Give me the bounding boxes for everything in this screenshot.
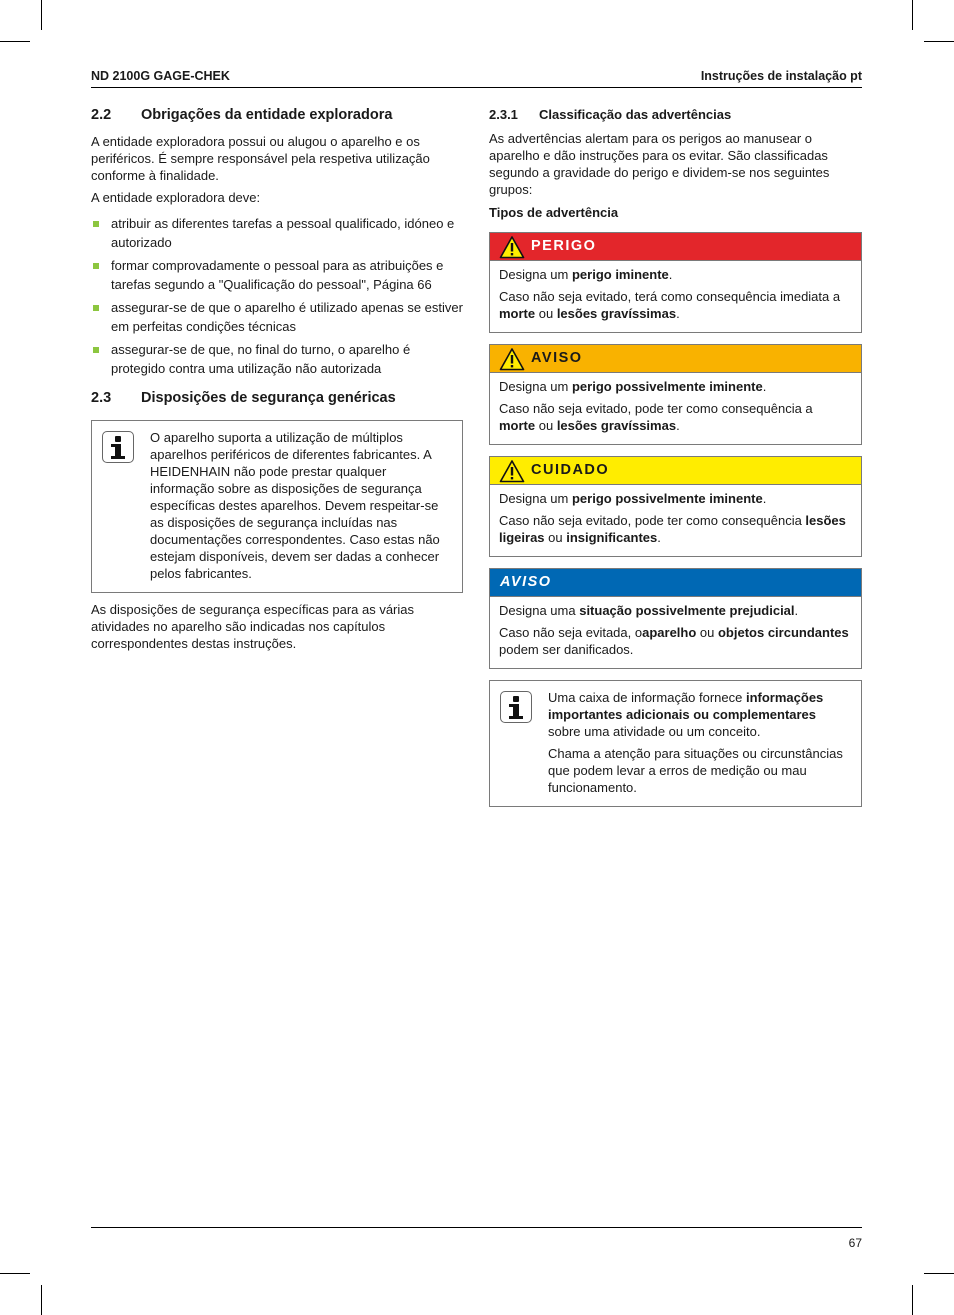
warning-header (490, 569, 861, 597)
warning-label: PERIGO (531, 238, 597, 254)
running-header (91, 69, 862, 88)
bullet-square-icon (93, 263, 99, 269)
left-column (91, 106, 463, 652)
info-text: Uma caixa de informação fornece informações importantes adicionais ou complementares sobre uma atividade ou um conceito. (548, 690, 824, 739)
warning-label: CUIDADO (531, 462, 610, 478)
list-item: formar comprovadamente o pessoal para as atribuições e tarefas segundo a "Qualificação do pessoal", Página 66 (91, 256, 463, 294)
info-box (489, 680, 862, 807)
warning-line-1: Designa um perigo possivelmente iminente. (499, 491, 767, 506)
info-box (91, 420, 463, 593)
warning-header (490, 457, 861, 485)
list-item: assegurar-se de que o aparelho é utilizado apenas se estiver em perfeitas condições técnicas (91, 298, 463, 336)
crop-mark (912, 0, 913, 30)
crop-mark (0, 1273, 30, 1274)
section-title: Classificação das advertências (539, 107, 732, 122)
info-icon (102, 431, 134, 463)
crop-mark (0, 41, 30, 42)
paragraph: A entidade exploradora possui ou alugou o aparelho e os periféricos. É sempre responsável pela respetiva utilização conforme à finalidade. (91, 134, 430, 183)
crop-mark (912, 1285, 913, 1315)
running-footer (91, 1227, 862, 1250)
warning-box-perigo (489, 232, 862, 333)
doc-type: Instruções de instalação pt (700, 69, 862, 83)
warning-header (490, 345, 861, 373)
warning-triangle-icon (499, 347, 525, 371)
warning-line-1: Designa um perigo possivelmente iminente. (499, 379, 767, 394)
info-text: O aparelho suporta a utilização de múltiplos aparelhos periféricos de diferentes fabricantes. A HEIDENHAIN não pode prestar qualquer informação sobre as disposições de segurança específicas destes aparelhos. Devem respeitar-se as disposições de segurança incluídas nas documentações correspondentes. Caso estas não estejam disponíveis, devem ser dadas a conhecer pelos fabricantes. (150, 430, 440, 581)
section-number: 2.3 (91, 390, 112, 406)
paragraph: As disposições de segurança específicas para as várias atividades no aparelho são indicadas nos capítulos correspondentes destas instruções. (91, 602, 415, 651)
section-number: 2.3.1 (489, 107, 518, 122)
section-2-3-1-heading (489, 106, 862, 124)
warning-list (489, 232, 862, 669)
warning-line-2: Caso não seja evitado, terá como consequência imediata a morte ou lesões gravíssimas. (499, 289, 841, 321)
bullet-square-icon (93, 221, 99, 227)
warning-label: AVISO (500, 574, 552, 590)
warning-line-2: Caso não seja evitado, pode ter como consequência lesões ligeiras ou insignificantes. (499, 513, 846, 545)
subheading: Tipos de advertência (489, 205, 619, 220)
info-icon (500, 691, 532, 723)
warning-label: AVISO (531, 350, 583, 366)
warning-header (490, 233, 861, 261)
doc-title: ND 2100G GAGE-CHEK (91, 69, 230, 83)
warning-line-2: Caso não seja evitado, pode ter como consequência a morte ou lesões gravíssimas. (499, 401, 813, 433)
section-2-3-heading (91, 389, 463, 407)
list-item: assegurar-se de que, no final do turno, o aparelho é protegido contra uma utilização não autorizada (91, 340, 463, 378)
section-2-2-heading (91, 106, 463, 124)
bullet-square-icon (93, 305, 99, 311)
section-title: Disposições de segurança genéricas (141, 390, 396, 406)
paragraph: As advertências alertam para os perigos ao manusear o aparelho e dão instruções para os evitar. São classificadas segundo a gravidade do perigo e dividem-se nos seguintes grupos: (489, 131, 830, 197)
paragraph: A entidade exploradora deve: (91, 190, 261, 205)
warning-line-1: Designa uma situação possivelmente prejudicial. (499, 603, 799, 618)
right-column (489, 106, 862, 807)
warning-triangle-icon (499, 459, 525, 483)
crop-mark (41, 1285, 42, 1315)
bullet-square-icon (93, 347, 99, 353)
section-title: Obrigações da entidade exploradora (141, 107, 393, 123)
warning-triangle-icon (499, 235, 525, 259)
crop-mark (924, 41, 954, 42)
crop-mark (41, 0, 42, 30)
warning-line-1: Designa um perigo iminente. (499, 267, 673, 282)
warning-line-2: Caso não seja evitada, oaparelho ou objetos circundantes podem ser danificados. (499, 625, 849, 657)
crop-mark (924, 1273, 954, 1274)
section-number: 2.2 (91, 107, 112, 123)
warning-box-cuidado (489, 456, 862, 557)
notice-box-aviso (489, 568, 862, 669)
warning-box-aviso (489, 344, 862, 445)
page-number: 67 (848, 1236, 862, 1250)
list-item: atribuir as diferentes tarefas a pessoal qualificado, idóneo e autorizado (91, 214, 463, 252)
bullet-list (91, 214, 463, 378)
info-text: Chama a atenção para situações ou circunstâncias que podem levar a erros de medição ou mau funcionamento. (548, 746, 843, 795)
